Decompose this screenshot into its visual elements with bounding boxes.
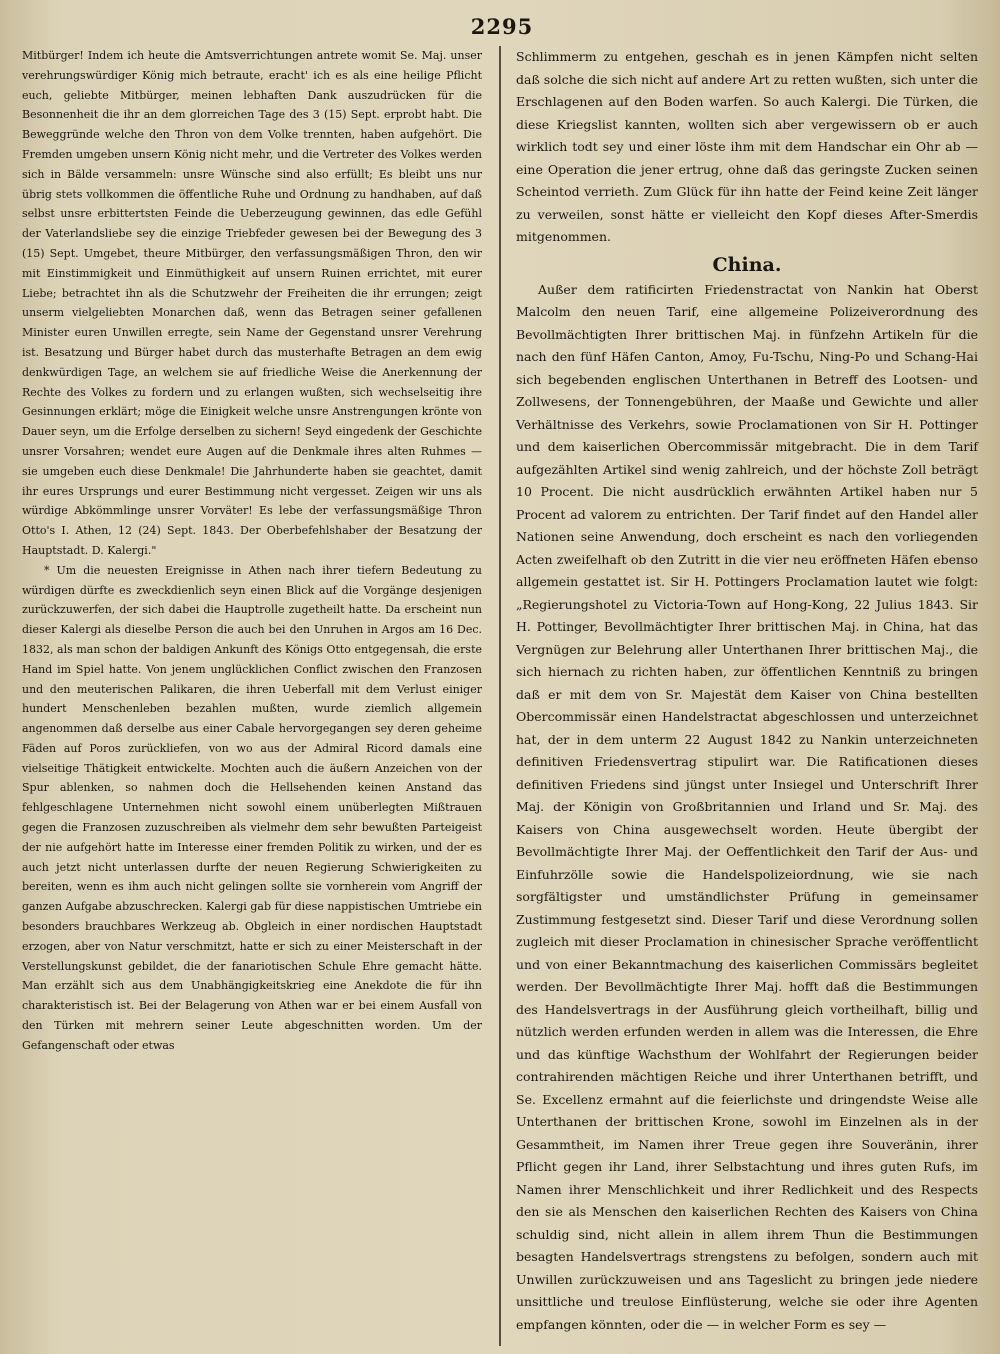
kalergi-anecdote-paragraph: Schlimmerm zu entgehen, geschah es in jenen Kämpfen nicht selten daß solche die sich nicht auf andere Art zu retten wußten, sich unter die Erschlagenen auf den Boden warfen. So auch Kalergi. Die Türken, die diese Kriegslist kannten, wollten sich aber vergewissern ob er auch wirklich todt sey und einer löste ihm mit dem Handschar ein Ohr ab — eine Operation die jener ertrug, ohne daß das geringste Zucken seinen Scheintod verrieth. Zum Glück für ihn hatte der Feind keine Zeit länger zu verweilen, sonst hätte er vielleicht den Kopf dieses After-Smerdis mitgenommen. bbox=[516, 49, 978, 244]
kalergi-background-paragraph: * Um die neuesten Ereignisse in Athen nach ihrer tiefern Bedeutung zu würdigen dürfte es zweckdienlich seyn einen Blick auf die Vorgänge desjenigen zurückzuwerfen, der sich dabei die Hauptrolle zugetheilt hatte. Da erscheint nun dieser Kalergi als dieselbe Person die auch bei den Unruhen in Argos am 16 Dec. 1832, als man schon der baldigen Ankunft des Königs Otto entgegensah, die erste Hand im Spiel hatte. Von jenem unglücklichen Conflict zwischen den Franzosen und den meuterischen Palikaren, die ihren Ueberfall mit dem Verlust einiger hundert Menschenleben bezahlen mußten, wurde ziemlich allgemein angenommen daß derselbe aus einer Cabale hervorgegangen sey deren geheime Fäden auf Poros zurückliefen, von wo aus der Admiral Ricord damals eine vielseitige Thätigkeit entwickelte. Mochten auch die äußern Anzeichen von der Spur ablenken, so nahmen doch die Hellsehenden keinen Anstand das fehlgeschlagene Unternehmen nicht sowohl einem unüberlegten Mißtrauen gegen die Franzosen zuzuschreiben als vielmehr dem sehr bewußten Parteigeist der nie aufgehört hatte im Interesse einer fremden Politik zu wirken, und der es auch jetzt nicht unterlassen durfte der neuen Regierung Schwierigkeiten zu bereiten, wenn es ihm auch nicht gelingen sollte sie vornherein vom Angriff der ganzen Aufgabe abzuschrecken. Kalergi gab für diese nappistischen Umtriebe ein besonders brauchbares Werkzeug ab. Obgleich in einer nordischen Hauptstadt erzogen, aber von Natur verschmitzt, hatte er sich zu einer Meisterschaft in der Verstellungskunst gebildet, die der fanariotischen Schule Ehre gemacht hätte. Man erzählt sich aus dem Unabhängigkeitskrieg eine Anekdote die für ihn charakteristisch ist. Bei der Belagerung von Athen war er bei einem Ausfall von den Türken mit mehrern seiner Leute abgeschnitten worden. Um der Gefangenschaft oder etwas bbox=[22, 563, 482, 1052]
proclamation-paragraph: Mitbürger! Indem ich heute die Amtsverrichtungen antrete womit Se. Maj. unser verehrungswürdiger König mich betraute, eracht' ich es als eine heilige Pflicht euch, geliebte Mitbürger, meinen lebhaften Dank auszudrücken für die Besonnenheit die ihr an dem glorreichen Tage des 3 (15) Sept. erprobt habt. Die Beweggründe welche den Thron von dem Volke trennten, haben aufgehört. Die Fremden umgeben unsern König nicht mehr, und die Vertreter des Volkes werden sich in Bälde versammeln: unsre Wünsche sind also erfüllt; Es bleibt uns nur übrig stets vollkommen die öffentliche Ruhe und Ordnung zu handhaben, auf daß selbst unsre erbittertsten Feinde die Ueberzeugung gewinnen, das edle Gefühl der Vaterlandsliebe sey die einzige Triebfeder gewesen bei der Bewegung des 3 (15) Sept. Umgebet, theure Mitbürger, den verfassungsmäßigen Thron, den wir mit Einstimmigkeit und Einmüthigkeit auf unsern Ruinen errichtet, mit eurer Liebe; betrachtet ihn als die Schutzwehr der Freiheiten die ihr errungen; zeigt unserm vielgeliebten Monarchen daß, wenn das Betragen seiner gefallenen Minister euren Unwillen erregte, sein Name der Gegenstand unsrer Verehrung ist. Besatzung und Bürger habet durch das musterhafte Betragen an dem ewig denkwürdigen Tage, an welchem sie auf friedliche Weise die Anerkennung der Rechte des Volkes zu fordern und zu erlangen wußten, sich wechselseitig ihre Gesinnungen erklärt; möge die Einigkeit welche unsre Anstrengungen krönte von Dauer seyn, um die Erfolge derselben zu sichern! Seyd eingedenk der Geschichte unsrer Vorsahren; wendet eure Augen auf die Denkmale ihres alten Ruhmes — sie umgeben euch diese Denkmale! Die Jahrhunderte haben sie geachtet, damit ihr eures Ursprungs und eurer Bestimmung nicht vergesset. Zeigen wir uns als würdige Abkömmlinge unsrer Vorväter! Es lebe der verfassungsmäßige Thron Otto's I. Athen, 12 (24) Sept. 1843. Der Oberbefehlshaber der Besatzung der Hauptstadt. D. Kalergi." bbox=[22, 49, 482, 557]
text-columns bbox=[22, 46, 982, 1346]
china-article-paragraph: Außer dem ratificirten Friedenstractat von Nankin hat Oberst Malcolm den neuen Tarif, eine allgemeine Polizeiverordnung des Bevollmächtigten Ihrer brittischen Maj. in fünfzehn Artikeln für die nach den fünf Häfen Canton, Amoy, Fu-Tschu, Ning-Po und Schang-Hai sich begebenden englischen Unterthanen in Betreff des Lootsen- und Zollwesens, der Tonnengebühren, der Maaße und Gewichte und aller Verhältnisse des Verkehrs, sowie Proclamationen von Sir H. Pottinger und dem kaiserlichen Obercommissär mitgebracht. Die in dem Tarif aufgezählten Artikel sind wenig zahlreich, und der höchste Zoll beträgt 10 Procent. Die nicht ausdrücklich erwähnten Artikel haben nur 5 Procent ad valorem zu entrichten. Der Tarif findet auf den Handel aller Nationen seine Anwendung, doch erscheint es nach den vorliegenden Acten zweifelhaft ob den Zutritt in die vier neu eröffneten Häfen ebenso allgemein gestattet ist. Sir H. Pottingers Proclamation lautet wie folgt: „Regierungshotel zu Victoria-Town auf Hong-Kong, 22 Julius 1843. Sir H. Pottinger, Bevollmächtigter Ihrer brittischen Maj. in China, hat das Vergnügen zur Belehrung aller Unterthanen Ihrer brittischen Maj., die sich hiernach zu richten haben, zur öffentlichen Kenntniß zu bringen daß er mit dem von Sr. Majestät dem Kaiser von China bestellten Obercommissär einen Handelstractat abgeschlossen und unterzeichnet hat, der in dem unterm 22 August 1842 zu Nankin unterzeichneten definitiven Friedensvertrag stipulirt war. Die Ratificationen dieses definitiven Friedens sind jüngst unter Insiegel und Unterschrift Ihrer Maj. der Königin von Großbritannien und Irland und Sr. Maj. des Kaisers von China ausgewechselt worden. Heute übergibt der Bevollmächtigte Ihrer Maj. der Oeffentlichkeit den Tarif der Aus- und Einfuhrzölle sowie die Handelspolizeiordnung, wie sie nach sorgfältigster und umständlichster Prüfung in gemeinsamer Zustimmung festgesetzt sind. Dieser Tarif und diese Verordnung sollen zugleich mit dieser Proclamation in chinesischer Sprache veröffentlicht und von einer Bekanntmachung des kaiserlichen Commissärs begleitet werden. Der Bevollmächtigte Ihrer Maj. hofft daß die Bestimmungen des Handelsvertrags in der Ausführung gleich vortheilhaft, billig und nützlich werden erfunden werden in allem was die Interessen, die Ehre und das künftige Wachsthum der Wohlfahrt der Regierungen beider contrahirenden mächtigen Reiche und ihrer Unterthanen betrifft, und Se. Excellenz ermahnt auf die feierlichste und dringendste Weise alle Unterthanen der brittischen Krone, sowohl im Einzelnen als in der Gesammtheit, im Namen ihrer Treue gegen ihre Souveränin, ihrer Pflicht gegen ihr Land, ihrer Selbstachtung und ihres guten Rufs, im Namen ihrer Menschlichkeit und ihrer Redlichkeit und des Respects den sie als Menschen den kaiserlichen Rechten des Kaisers von China schuldig sind, nicht allein in allem ihrem Thun die Bestimmungen besagten Handelsvertrags strengstens zu befolgen, sondern auch mit Unwillen zurückzuweisen und ans Tageslicht zu bringen jede niedere unsittliche und treulose Einflüsterung, welche sie oder ihre Agenten empfangen könnten, oder die — in welcher Form es sey — bbox=[516, 281, 978, 1332]
right-column bbox=[506, 46, 978, 1346]
left-column bbox=[22, 46, 494, 1346]
column-divider bbox=[499, 46, 501, 1346]
section-heading-china: China. bbox=[712, 253, 782, 276]
page-number: 2295 bbox=[470, 14, 534, 39]
